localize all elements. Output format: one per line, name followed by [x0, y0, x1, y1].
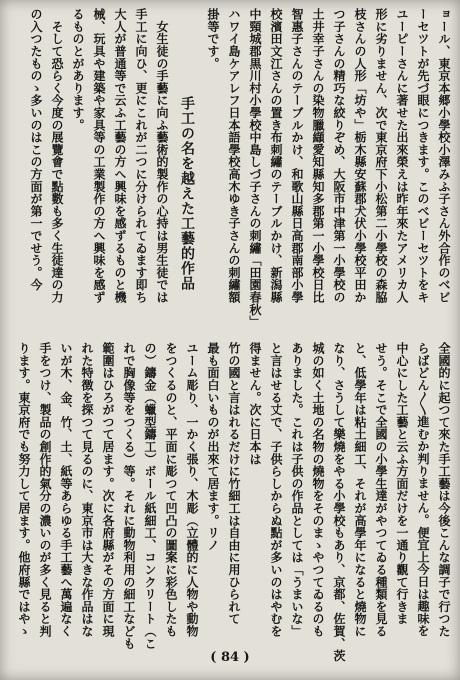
text-column: 最も面白いものが出來て居ます。リノ: [206, 342, 220, 552]
section-heading: 手工の名を越えた工藝的作品: [179, 96, 195, 291]
text-column: 智惠子さんのテーブルかけ、和歌山縣日高郡南部小學: [290, 8, 304, 304]
text-column: れで胸像等をつくる）等。それに動物利用の細工なども: [122, 342, 136, 650]
text-column: ります。東京府でも努力して居ます。他府縣ではやゝ: [17, 342, 31, 638]
text-column: ユーピーさんに著せた出來榮えは昨年來たアメリカ人: [395, 8, 409, 304]
text-column: をつくるのと、平面に彫つて凹凸の圖案に彩色したも: [164, 342, 178, 638]
text-column: なり、さうして樂燒をやる小學校もあり、京都、佐賀、茨: [332, 342, 346, 662]
text-column: 土井幸子さんの染物臘纈愛知縣知多郡第一小學校日比: [311, 8, 325, 304]
text-column: ありました。これは子供の作品としては「うまいな」: [290, 342, 304, 638]
text-column: 竹の國と言はれるだけに竹細工は自由に用ひられて: [227, 342, 241, 625]
text-column: 枝さんの人形「坊や」栃木縣安蘇郡犬伏小學校平田か: [353, 8, 367, 304]
text-column: 得ません。次に日本は: [248, 342, 262, 465]
text-column: 女生徒の手藝に向ふ藝術的製作の心持は男生徒では: [155, 8, 169, 304]
text-column: と、低學年は粘土細工、それが高學年になると燒物に: [353, 342, 367, 638]
text-column: そして恐らく今度の展覽會で點數も多く生徒達の力: [50, 8, 64, 304]
text-column: 校濱田文江さんの置き布刺繡のテーブルかけ、新潟縣: [269, 8, 283, 304]
text-column: つ子さんの精巧な絞りぞめ、大阪市中津第一小學校の: [332, 8, 346, 304]
text-column: いが木、金、竹、土、紙等あらゆる手工藝へ萬遍なく: [59, 342, 73, 638]
text-column: 械、玩具や建築や家具等の工業製作の方へ興味を感ず: [92, 8, 106, 304]
text-column: 掛等です。: [206, 8, 220, 70]
text-column: と言はせる丈で、子供らしからぬ點が多いのはやむを: [269, 342, 283, 638]
upper-text-block: [25, 8, 454, 328]
text-column: ーセツトが先づ眼につきます。このべビーセツトをキ: [416, 8, 430, 304]
text-column: せう。そこで全國の小學生達がやつてゐる種類を見る: [374, 342, 388, 638]
text-column: 手をつけ、製品の創作的氣分の濃いのが多く見ると判: [38, 342, 52, 638]
text-column: の入つたものゝ多いのはこの方面が第一でせう。今: [29, 8, 43, 291]
text-column: るものとがあります。: [71, 8, 85, 131]
text-column: の）鑄金（蠟型鑄工）ボール紙細工、コンクリート（こ: [143, 342, 157, 650]
page-number: ( 84 ): [210, 650, 250, 665]
text-column: 全國的に起つて來た手工藝は今後こんな調子で行つた: [437, 342, 451, 638]
text-column: 形に劣りません、次で東京府下小松第二小學校の森脇: [374, 8, 388, 304]
text-column: ハワイ島ケアレフ日本語學校高木ゆき子さんの刺繡額: [227, 8, 241, 304]
text-column: 中心にした工藝と云ふ方面だけを一通り觀て行きま: [395, 342, 409, 625]
text-column: 範圍はひろがつて居ます。次に各府縣がその方面に現: [101, 342, 115, 638]
text-column: ユーム彫り、一かく張り、木彫（立體的に人物や動物: [185, 342, 199, 638]
text-column: 手工に向ひ、更にこれが二つに分けられてゐます即ち: [134, 8, 148, 304]
text-column: 城の如く土地の名物の燒物をそのまゝやつてゐるのも: [311, 342, 325, 638]
text-column: 中頸城郡黒川村小學校中島しづ子さんの刺繡「田園春秋」: [248, 8, 262, 328]
text-column: れた特徴を探つて見るのに、東京市は大きな作品はな: [80, 342, 94, 638]
text-column: 大人が普通等で云ふ工藝の方へ興味を感ずるものと機: [113, 8, 127, 304]
text-column: ョール、東京本郷小學校小澤みふ子さん外合作のべビ: [437, 8, 451, 304]
text-column: らばどん〳〵進むか判りません。便宜上今日は趣味を: [416, 342, 430, 637]
